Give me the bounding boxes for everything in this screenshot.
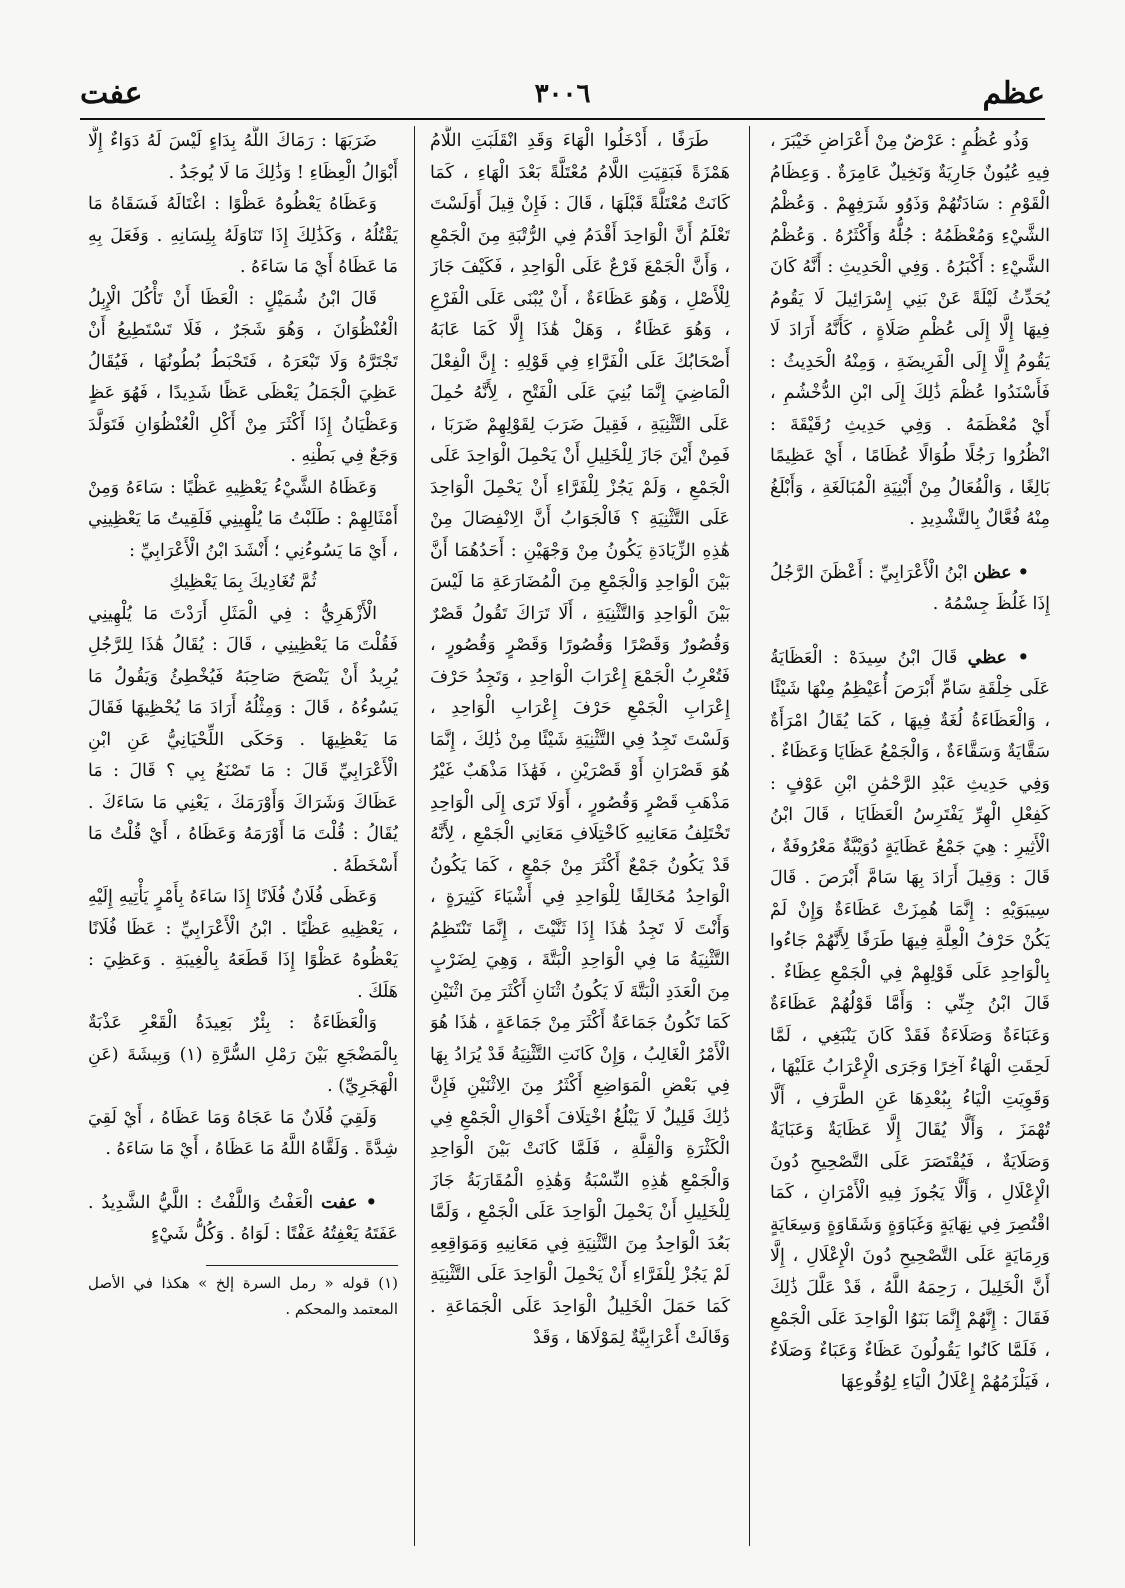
page-header — [80, 74, 1045, 114]
column-divider-right — [749, 126, 750, 1546]
entry-aft — [88, 1188, 398, 1251]
entry-bullet: • — [1011, 562, 1029, 583]
entry-text: قَالَ ابْنُ سِيدَهْ : الْعَظَايَةُ عَلَى خِلْقَةِ سَامِّ أَبْرَصَ أُعَيْظِمُ مِنْهَا شَيْئًا ، وَالْعَظَاءَةُ لُغَةٌ فِيهَا ، كَمَا يُقَالُ امْرَأَةٌ سَقَّايَةٌ وَسَقَّاءَةٌ ، وَالْجَمْعُ عَظَايَا وَعَظَاءٌ . وَفِي حَدِيثِ عَبْدِ الرَّحْمَٰنِ ابْنِ عَوْفٍ : كَفِعْلِ الْهِرِّ يَفْتَرِسُ الْعَظَايَا ، قَالَ ابْنُ الْأَثِيرِ : هِيَ جَمْعُ عَظَايَةٍ دُوَيْبَّةٌ مَعْرُوفَةٌ ، قَالَ : وَقِيلَ أَرَادَ بِهَا سَامَّ أَبْرَصَ . قَالَ سِيبَوَيْهِ : إِنَّمَا هُمِزَتْ عَظَاءَةٌ وَإِنْ لَمْ يَكُنْ حَرْفُ الْعِلَّةِ فِيهَا طَرَفًا لِأَنَّهُمْ جَاءُوا بِالْوَاحِدِ عَلَى قَوْلِهِمْ فِي الْجَمْعِ عِظَاءٌ . قَالَ ابْنُ جِنِّي : وَأَمَّا قَوْلُهُمْ عَظَاءَةٌ وَعَبَاءَةٌ وَصَلَاءَةٌ فَقَدْ كَانَ يَنْبَغِي ، لَمَّا لَحِقَتِ الْهَاءُ آخِرًا وَجَرَى الْإِعْرَابُ عَلَيْهَا ، وَقَوِيَتِ الْيَاءُ بِبُعْدِهَا عَنِ الطَّرَفِ ، أَلَّا تُهْمَزَ ، وَأَلَّا يُقَالَ إِلَّا عَظَايَةٌ وَعَبَايَةٌ وَصَلَايَةٌ ، فَيُقْتَصَرَ عَلَى التَّصْحِيحِ دُونَ الْإِعْلَالِ ، وَأَلَّا يَجُوزَ فِيهِ الْأَمْرَانِ ، كَمَا اقْتُصِرَ فِي نِهَايَةٍ وَغَبَاوَةٍ وَشَقَاوَةٍ وَسِعَايَةٍ وَرِمَايَةٍ عَلَى التَّصْحِيحِ دُونَ الْإِعْلَالِ ، إِلَّا أَنَّ الْخَلِيلَ ، رَحِمَهُ اللَّهُ ، قَدْ عَلَّلَ ذَٰلِكَ فَقَالَ : إِنَّهُمْ إِنَّمَا بَنَوُا الْوَاحِدَ عَلَى الْجَمْعِ ، فَلَمَّا كَانُوا يَقُولُونَ عَظَاءٌ وَعَبَاءٌ وَصَلَاءٌ ، فَيَلْزَمُهُمْ إِعْلَالُ الْيَاءِ لِوُقُوعِهَا — [770, 647, 1050, 1392]
entry-azn — [770, 558, 1050, 621]
headword: عظن — [973, 562, 1012, 583]
footnote: (١) قوله « رمل السرة إلخ » هكذا في الأصل المعتمد والمحكم . — [88, 1273, 398, 1318]
paragraph: وَالْعَظَاءَةُ : بِئْرٌ بَعِيدَةُ الْقَعْرِ عَذْبَةٌ بِالْمَضْجَعِ بَيْنَ رَمْلِ السُّرَّةِ (١) وَبِيشَةَ (عَنِ الْهَجَرِيِّ) . — [88, 1013, 398, 1096]
paragraph: وَعَظَى فُلَانٌ فُلَانًا إِذَا سَاءَهُ بِأَمْرٍ يَأْتِيهِ إِلَيْهِ ، يَعْظِيهِ عَظْيًا . ابْنُ الْأَعْرَابِيِّ : عَظَا فُلَانًا يَعْظُوهُ عَظْوًا إِذَا قَطَعَهُ بِالْغِيبَةِ . وَعَظِيَ : هَلَكَ . — [88, 887, 398, 1002]
entry-azy — [770, 643, 1050, 1399]
entry-bullet: • — [1007, 647, 1029, 668]
paragraph: وَعَظَاهُ الشَّيْءُ يَعْظِيهِ عَظْيًا : سَاءَهُ وَمِنْ أَمْثَالِهِمْ : طَلَبْتُ مَا يُلْهِينِي فَلَقِيتُ مَا يَعْظِينِي ، أَيْ مَا يَسُوءُنِي ؛ أَنْشَدَ ابْنُ الْأَعْرَابِيِّ : — [88, 477, 398, 561]
footnote-rule — [206, 1265, 398, 1266]
header-rule — [80, 118, 1045, 120]
headword: عظي — [967, 647, 1007, 668]
entry-text: ابْنُ الْأَعْرَابِيِّ : أَعْظَنَ الرَّجُلُ إِذَا غَلُظَ جِسْمُهُ . — [770, 562, 1050, 614]
paragraph: وَلَقِيَ فُلَانٌ مَا عَجَاهُ وَمَا عَظَاهُ ، أَيْ لَقِيَ شِدَّةً . وَلَقَّاهُ اللَّهُ مَا عَظَاهُ ، أَيْ مَا سَاءَهُ . — [88, 1107, 398, 1159]
column-divider-left — [414, 126, 415, 1546]
headword: عفت — [321, 1192, 358, 1213]
column-right — [770, 126, 1050, 1546]
paragraph: قَالَ ابْنُ شُمَيْلٍ : الْعَظَا أَنْ تَأْكُلَ الْإِبِلُ الْعُنْظُوَانَ ، وَهُوَ شَجَرٌ ، فَلَا تَسْتَطِيعُ أَنْ تَجْتَرَّهُ وَلَا تَبْعَرَهُ ، فَتَحْبَطُ بُطُونُهَا ، فَيُقَالُ عَظِيَ الْجَمَلُ يَعْظَى عَظًا شَدِيدًا ، فَهُوَ عَظٍ وَعَظْيَانُ إِذَا أَكْثَرَ مِنْ أَكْلِ الْعُنْظُوَانِ فَتَوَلَّدَ وَجَعٌ فِي بَطْنِهِ . — [88, 288, 398, 466]
paragraph: وَعَظَاهُ يَعْظُوهُ عَظْوًا : اغْتَالَهُ فَسَقَاهُ مَا يَقْتُلُهُ ، وَكَذَٰلِكَ إِذَا تَنَاوَلَهُ بِلِسَانِهِ . وَفَعَلَ بِهِ مَا عَظَاهُ أَيْ مَا سَاءَهُ . — [88, 194, 398, 277]
entry-text: الْعَفْتُ وَاللَّفْتُ : اللَّيُّ الشَّدِيدُ . عَفَتَهُ يَعْفِتُهُ عَفْتًا : لَوَاهُ . وَكُلُّ شَيْءٍ — [88, 1192, 398, 1244]
column-left — [88, 126, 398, 1546]
paragraph: وَذُو عُظُمٍ : عَرْضٌ مِنْ أَعْرَاضِ خَيْبَرَ ، فِيهِ عُيُونٌ جَارِيَةٌ وَنَخِيلٌ عَامِرَةٌ . وَعِظَامُ الْقَوْمِ : سَادَتُهُمْ وَذَوُو شَرَفِهِمْ . وَعُظْمُ الشَّيْءِ وَمُعْظَمُهُ : جُلُّهُ وَأَكْثَرُهُ . وَعُظْمُ الشَّيْءِ : أَكْبَرُهُ . وَفِي الْحَدِيثِ : أَنَّهُ كَانَ يُحَدِّثُ لَيْلَةً عَنْ بَنِي إِسْرَائِيلَ لَا يَقُومُ فِيهَا إِلَّا إِلَى عُظْمِ صَلَاةٍ ، كَأَنَّهُ أَرَادَ لَا يَقُومُ إِلَّا إِلَى الْفَرِيضَةِ ، وَمِنْهُ الْحَدِيثُ : فَأَسْنَدُوا عُظْمَ ذَٰلِكَ إِلَى ابْنِ الدُّخْشُمِ ، أَيْ مُعْظَمَهُ . وَفِي حَدِيثِ رُقَيْقَةَ : انْظُرُوا رَجُلًا طُوَالًا عُظَامًا ، أَيْ عَظِيمًا بَالِغًا ، وَالْفُعَالُ مِنْ أَبْنِيَةِ الْمُبَالَغَةِ ، وَأَبْلَغُ مِنْهُ فُعَّالٌ بِالتَّشْدِيدِ . — [770, 131, 1050, 529]
paragraph: ضَرَبَهَا : رَمَاكَ اللَّهُ بِدَاءٍ لَيْسَ لَهُ دَوَاءٌ إِلَّا أَبْوَالُ الْعِظَاءِ ! وَذَٰلِكَ مَا لَا يُوجَدُ . — [88, 131, 398, 183]
header-right-word: عظم — [982, 76, 1045, 111]
entry-bullet: • — [357, 1192, 377, 1213]
paragraph: الْأَزْهَرِيُّ : فِي الْمَثَلِ أَرَدْتَ مَا يُلْهِينِي فَقُلْتَ مَا يَعْظِينِي ، قَالَ : يُقَالُ هَٰذَا لِلرَّجُلِ يُرِيدُ أَنْ يَنْصَحَ صَاحِبَهُ فَيُخْطِئُ وَيَقُولُ مَا يَسُوءُهُ ، قَالَ : وَمِثْلُهُ أَرَادَ مَا يُحْظِيهَا فَقَالَ مَا يَعْظِيهَا . وَحَكَى اللِّحْيَانِيُّ عَنِ ابْنِ الْأَعْرَابِيِّ قَالَ : مَا تَصْنَعُ بِي ؟ قَالَ : مَا عَظَاكَ وَشَرَاكَ وَأَوْرَمَكَ ، يَعْنِي مَا سَاءَكَ . يُقَالُ : قُلْتَ مَا أَوْرَمَهُ وَعَظَاهُ ، أَيْ قُلْتُ مَا أَسْخَطَهُ . — [88, 603, 398, 876]
column-middle — [430, 126, 730, 1546]
header-left-word: عفت — [80, 76, 143, 111]
page-number: ٣٠٠٦ — [534, 79, 591, 109]
paragraph: طَرَفًا ، أَدْخَلُوا الْهَاءَ وَقَدِ انْقَلَبَتِ اللَّامُ هَمْزَةً فَبَقِيَتِ اللَّامُ مُعْتَلَّةً بَعْدَ الْهَاءِ ، كَمَا كَانَتْ مُعْتَلَّةً قَبْلَهَا ، قَالَ : فَإِنْ قِيلَ أَوَلَسْتَ تَعْلَمُ أَنَّ الْوَاحِدَ أَقْدَمُ فِي الرُّتْبَةِ مِنَ الْجَمْعِ ، وَأَنَّ الْجَمْعَ فَرْعٌ عَلَى الْوَاحِدِ ، فَكَيْفَ جَازَ لِلْأَصْلِ ، وَهُوَ عَظَاءَةٌ ، أَنْ يُبْنَى عَلَى الْفَرْعِ ، وَهُوَ عَظَاءٌ ، وَهَلْ هَٰذَا إِلَّا كَمَا عَابَهُ أَصْحَابُكَ عَلَى الْفَرَّاءِ فِي قَوْلِهِ : إِنَّ الْفِعْلَ الْمَاضِيَ إِنَّمَا بُنِيَ عَلَى الْفَتْحِ ، لِأَنَّهُ حُمِلَ عَلَى التَّثْنِيَةِ ، فَقِيلَ ضَرَبَ لِقَوْلِهِمْ ضَرَبَا ، فَمِنْ أَيْنَ جَازَ لِلْخَلِيلِ أَنْ يَحْمِلَ الْوَاحِدَ عَلَى الْجَمْعِ ، وَلَمْ يَجُزْ لِلْفَرَّاءِ أَنْ يَحْمِلَ الْوَاحِدَ عَلَى التَّثْنِيَةِ ؟ فَالْجَوَابُ أَنَّ الِانْفِصَالَ مِنْ هَٰذِهِ الزِّيَادَةِ يَكُونُ مِنْ وَجْهَيْنِ : أَحَدُهُمَا أَنَّ بَيْنَ الْوَاحِدِ وَالْجَمْعِ مِنَ الْمُضَارَعَةِ مَا لَيْسَ بَيْنَ الْوَاحِدِ وَالتَّثْنِيَةِ ، أَلَا تَرَاكَ تَقُولُ قَصْرٌ وَقُصُورٌ وَقَصْرًا وَقُصُورًا وَقَصْرٍ وَقُصُورٍ ، فَتُعْرِبُ الْجَمْعَ إِعْرَابَ الْوَاحِدِ ، وَتَجِدُ حَرْفَ إِعْرَابِ الْجَمْعِ حَرْفَ إِعْرَابِ الْوَاحِدِ ، وَلَسْتَ تَجِدُ فِي التَّثْنِيَةِ شَيْئًا مِنْ ذَٰلِكَ ، إِنَّمَا هُوَ قَصْرَانِ أَوْ قَصْرَيْنِ ، فَهَٰذَا مَذْهَبٌ غَيْرُ مَذْهَبِ قَصْرٍ وَقُصُورٍ ، أَوَلَا تَرَى إِلَى الْوَاحِدِ تَخْتَلِفُ مَعَانِيهِ كَاخْتِلَافِ مَعَانِي الْجَمْعِ ، لِأَنَّهُ قَدْ يَكُونُ جَمْعٌ أَكْثَرَ مِنْ جَمْعٍ ، كَمَا يَكُونُ الْوَاحِدُ مُخَالِفًا لِلْوَاحِدِ فِي أَشْيَاءَ كَثِيرَةٍ ، وَأَنْتَ لَا تَجِدُ هَٰذَا إِذَا ثَنَّيْتَ ، إِنَّمَا تَنْتَظِمُ التَّثْنِيَةُ مَا فِي الْوَاحِدِ الْبَتَّةَ ، وَهِيَ لِضَرْبٍ مِنَ الْعَدَدِ الْبَتَّةَ لَا يَكُونُ اثْنَانِ أَكْثَرَ مِنَ اثْنَيْنِ كَمَا تَكُونُ جَمَاعَةٌ أَكْثَرَ مِنْ جَمَاعَةٍ ، هَٰذَا هُوَ الْأَمْرُ الْغَالِبُ ، وَإِنْ كَانَتِ التَّثْنِيَةُ قَدْ يُرَادُ بِهَا فِي بَعْضِ الْمَوَاضِعِ أَكْثَرُ مِنَ الِاثْنَيْنِ فَإِنَّ ذَٰلِكَ قَلِيلٌ لَا يَبْلُغُ اخْتِلَافَ أَحْوَالِ الْجَمْعِ فِي الْكَثْرَةِ وَالْقِلَّةِ ، فَلَمَّا كَانَتْ بَيْنَ الْوَاحِدِ وَالْجَمْعِ هَٰذِهِ النِّسْبَةُ وَهَٰذِهِ الْمُقَارَبَةُ جَازَ لِلْخَلِيلِ أَنْ يَحْمِلَ الْوَاحِدَ عَلَى الْجَمْعِ ، وَلَمَّا بَعُدَ الْوَاحِدُ مِنَ التَّثْنِيَةِ فِي مَعَانِيهِ وَمَوَاقِعِهِ لَمْ يَجُزْ لِلْفَرَّاءِ أَنْ يَحْمِلَ الْوَاحِدَ عَلَى التَّثْنِيَةِ كَمَا حَمَلَ الْخَلِيلُ الْوَاحِدَ عَلَى الْجَمَاعَةِ . وَقَالَتْ أَعْرَابِيَّةٌ لِمَوْلَاهَا ، وَقَدْ — [430, 131, 730, 1348]
verse-line: ثُمَّ تُغَادِيكَ بِمَا يَعْظِيكِ — [169, 572, 317, 592]
